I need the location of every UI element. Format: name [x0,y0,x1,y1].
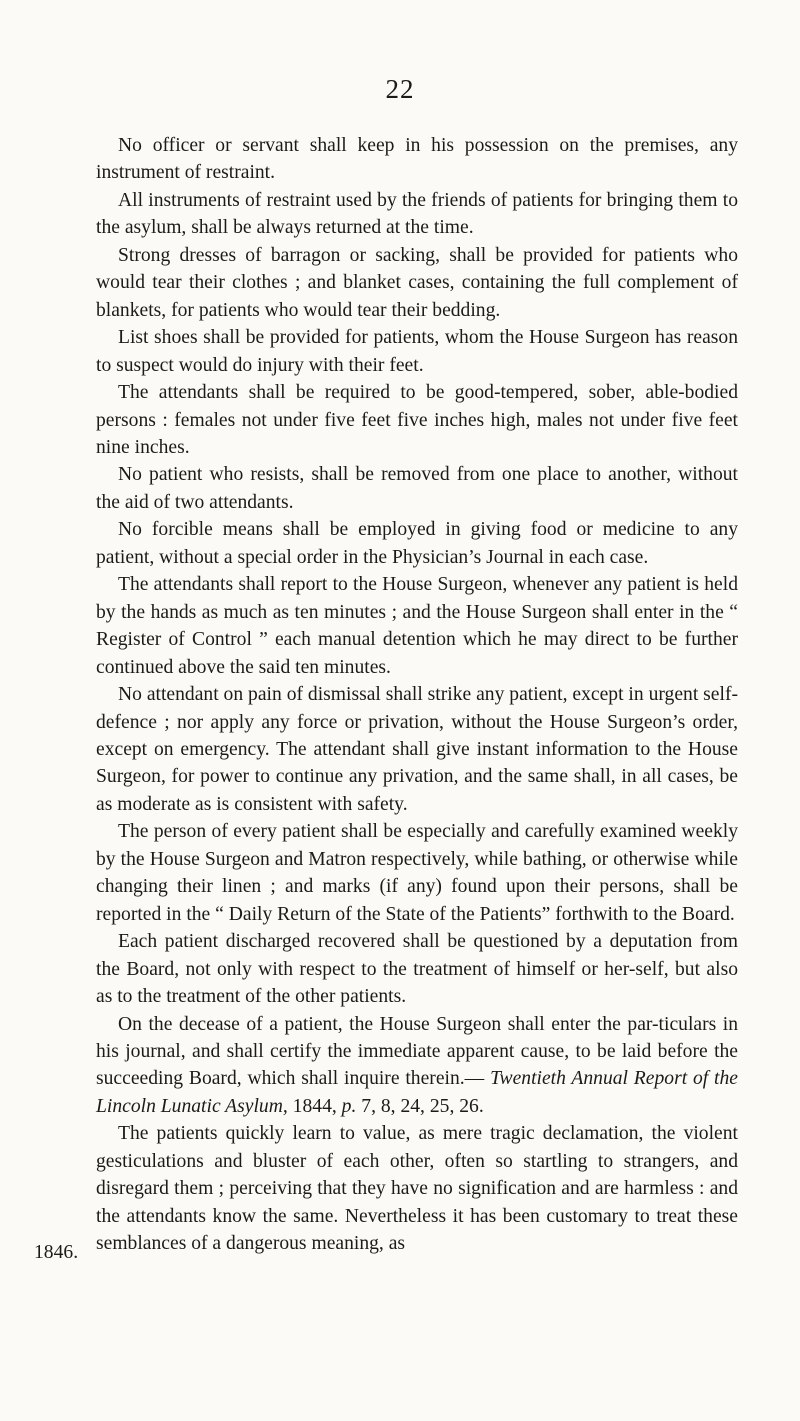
paragraph-manual-detention: The attendants shall report to the House Surgeon, whenever any patient is held by the hands as much as ten minutes ; and the House Surgeon shall enter in the “ Register of Control ” each manual detention which he may direct to be further continued above the said ten minutes. [96,574,738,678]
decease-text: On the decease of a patient, the House Surgeon shall enter the par-ticulars in his journal, and shall certify the immediate apparent cause, to be laid before the succeeding Board, which shall inquire therein.— [96,1013,738,1090]
citation-year: 1844, [287,1095,342,1117]
paragraph-patients-learn: The patients quickly learn to value, as mere tragic declamation, the violent gesticulations and bluster of each other, often so startling to strangers, and disregard them ; perceiving that they have no signification and are harmless : and the attendants know the same. Nevertheless it has been customary to treat these semblances of a dangerous meaning, as [96,1123,738,1255]
citation-page-abbr: p. [341,1095,357,1117]
paragraph-strong-dresses: Strong dresses of barragon or sacking, shall be provided for patients who would tear their clothes ; and blanket cases, containing the full complement of blankets, for patients who would tear their bedding. [96,244,738,321]
citation-title: Twentieth Annual Report of the Lincoln Lunatic Asylum, [96,1068,738,1117]
paragraph-weekly-examination: The person of every patient shall be especially and carefully examined weekly by the House Surgeon and Matron respectively, while bathing, or otherwise while changing their linen ; and marks (if any) found upon their persons, shall be reported in the “ Daily Return of the State of the Patients” forthwith to the Board. [96,821,738,925]
paragraph-attendant-requirements: The attendants shall be required to be good-tempered, sober, able-bodied persons : females not under five feet five inches high, males not under five feet nine inches. [96,382,738,458]
citation-pages: 7, 8, 24, 25, 26. [356,1095,484,1117]
paragraph-discharged-patients: Each patient discharged recovered shall be questioned by a deputation from the Board, not only with respect to the treatment of himself or her-self, but also as to the treatment of the other patients. [96,931,738,1008]
paragraph-dismissal: No attendant on pain of dismissal shall strike any patient, except in urgent self-defence ; nor apply any force or privation, without the House Surgeon’s order, except on emergency. The attendant shall give instant information to the House Surgeon, for power to continue any privation, and the same shall, in all cases, be as moderate as is consistent with safety. [96,684,738,815]
paragraph-list-shoes: List shoes shall be provided for patients, whom the House Surgeon has reason to suspect would do injury with their feet. [96,327,738,376]
paragraph-restraint-possession: No officer or servant shall keep in his possession on the premises, any instrument of restraint. [96,135,738,184]
margin-year-note: 1846. [34,1242,79,1263]
page-number: 22 [385,74,415,104]
paragraph-forcible-means: No forcible means shall be employed in giving food or medicine to any patient, without a special order in the Physician’s Journal in each case. [96,519,738,568]
paragraph-decease [96,1011,738,1121]
body-text [96,132,738,1258]
paragraph-restraint-friends: All instruments of restraint used by the friends of patients for bringing them to the asylum, shall be always returned at the time. [96,189,738,239]
paragraph-removal: No patient who resists, shall be removed from one place to another, without the aid of two attendants. [96,464,738,513]
